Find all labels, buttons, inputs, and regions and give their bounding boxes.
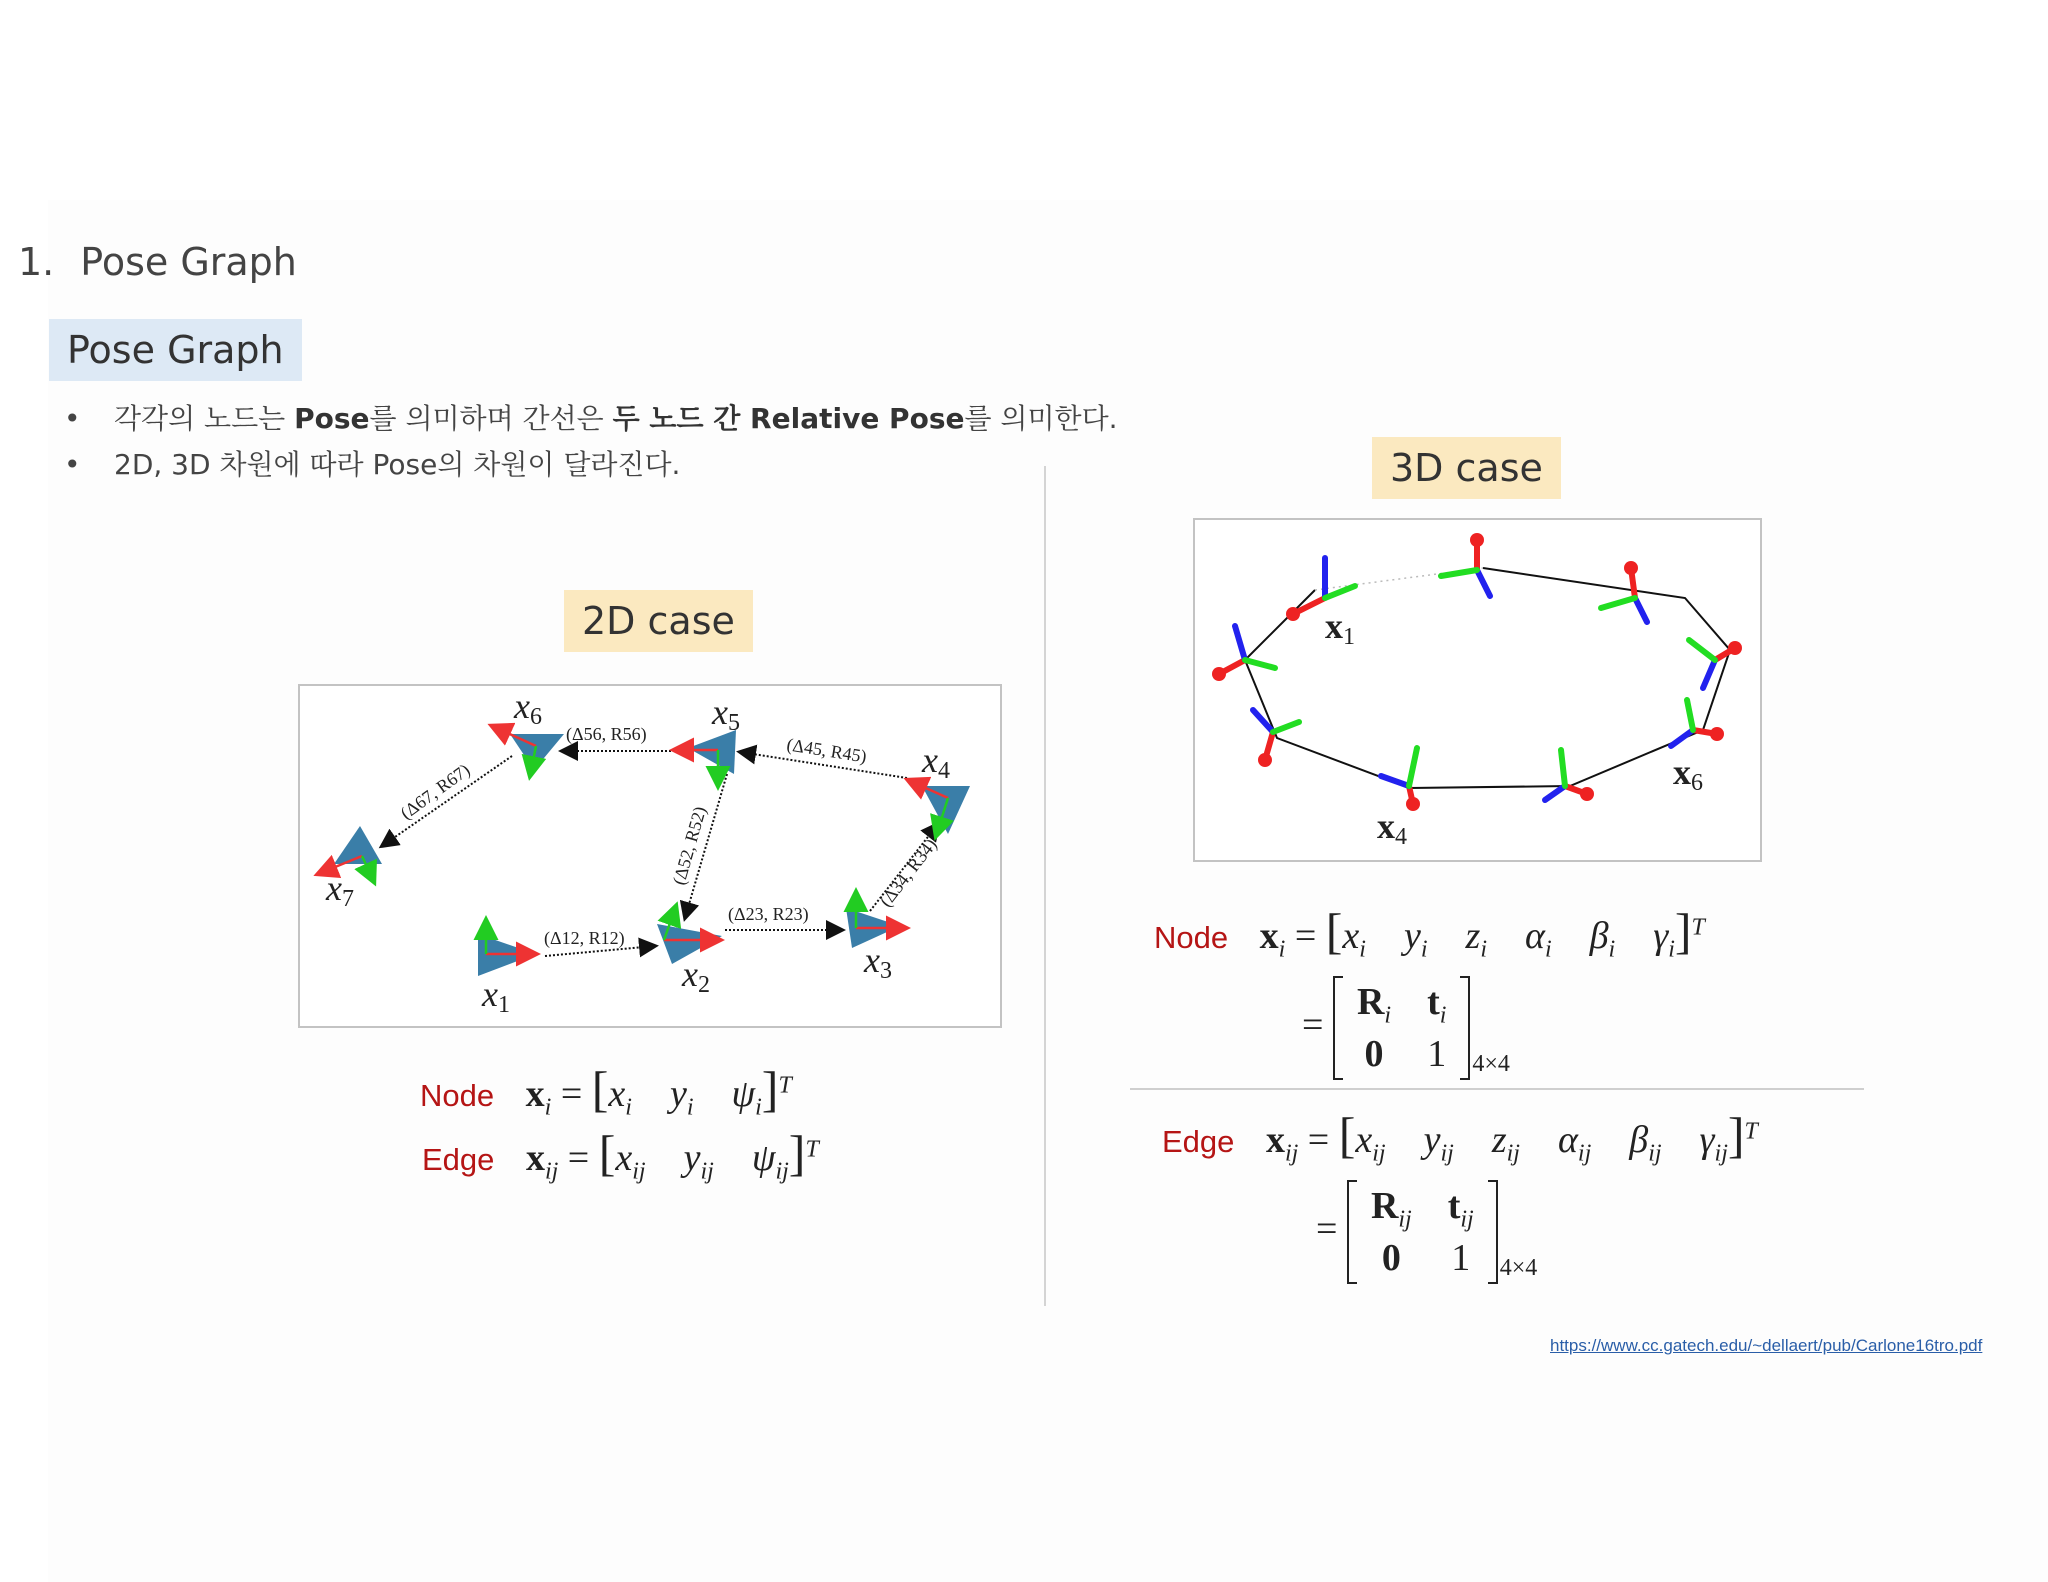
vertical-divider xyxy=(1044,466,1046,1306)
node-label-x1: x1 xyxy=(482,974,510,1018)
subtitle-box: Pose Graph xyxy=(49,319,302,381)
edge-label-23: (Δ23, R23) xyxy=(728,904,809,924)
edge-label-52: (Δ52, R52) xyxy=(668,804,711,888)
pose-graph-2d-figure xyxy=(298,684,1002,1028)
section-title: Pose Graph xyxy=(80,240,297,284)
label-x1: x1 xyxy=(1325,606,1355,650)
pose-x6 xyxy=(510,734,564,770)
edge-label-45: (Δ45, R45) xyxy=(785,734,869,767)
case-2d-tag: 2D case xyxy=(564,590,753,652)
edge-label-34: (Δ34, R34) xyxy=(875,834,941,911)
case-3d-tag: 3D case xyxy=(1372,437,1561,499)
node-matrix-3d: = $R_i$ $t_i$ 0 1 $_{4\times 4}$ xyxy=(1302,976,1510,1080)
bullet-marker: • xyxy=(64,448,81,481)
bullet-item: • 각각의 노드는 Pose를 의미하며 간선은 두 노드 간 Relative Pose를 의미한다. xyxy=(64,396,1118,442)
edge-label-12: (Δ12, R12) xyxy=(544,928,625,948)
pose-graph-3d-figure xyxy=(1193,518,1762,862)
node-matrix: $R_i$ $t_i$ 0 1 xyxy=(1333,976,1470,1080)
node-label: Node xyxy=(420,1078,495,1113)
node-equation-3d: Node $x_i = [x_i$ $y_i$ $z_i$ $\alpha_i$ $\beta_i$ $\gamma_i]^T$ xyxy=(1154,903,1705,963)
pose-graph-2d-svg xyxy=(300,686,1000,1026)
triad xyxy=(1381,748,1417,804)
section-heading xyxy=(18,240,297,284)
node-label-x7: x7 xyxy=(326,868,354,912)
edge-label-56: (Δ56, R56) xyxy=(566,724,647,744)
triad xyxy=(1601,568,1647,622)
bullet-marker: • xyxy=(64,402,81,435)
node-label-x6: x6 xyxy=(514,686,542,730)
reference-link[interactable]: https://www.cc.gatech.edu/~dellaert/pub/Carlone16tro.pdf xyxy=(1550,1336,1983,1355)
edge-matrix-3d: = $R_{ij}$ $t_{ij}$ 0 1 $_{4\times 4}$ xyxy=(1316,1180,1537,1284)
edge-equation-2d: Edge $x_{ij} = [x_{ij}$ $y_{ij}$ $\psi_{ij}]^T$ xyxy=(422,1125,819,1185)
pose-graph-3d-svg xyxy=(1195,520,1760,860)
edge-matrix: $R_{ij}$ $t_{ij}$ 0 1 xyxy=(1347,1180,1498,1284)
node-label: Node xyxy=(1154,920,1229,955)
bullet-list xyxy=(64,396,1118,488)
edge-label: Edge xyxy=(422,1142,495,1177)
label-x6: x6 xyxy=(1673,752,1703,796)
node-label-x4: x4 xyxy=(922,740,950,784)
edge-label-67: (Δ67, R67) xyxy=(396,759,474,824)
node-label-x5: x5 xyxy=(712,692,740,736)
horizontal-divider xyxy=(1130,1088,1864,1090)
edge-label: Edge xyxy=(1162,1124,1235,1159)
node-label-x3: x3 xyxy=(864,940,892,984)
node-equation-2d: Node $x_i = [x_i$ $y_i$ $\psi_i]^T$ xyxy=(420,1061,792,1121)
section-number: 1. xyxy=(18,240,55,284)
label-x4: x4 xyxy=(1377,806,1407,850)
pose-x4 xyxy=(922,786,970,834)
pose-x5 xyxy=(688,730,736,774)
edge-equation-3d: Edge $x_{ij} = [x_{ij}$ $y_{ij}$ $z_{ij}$ $\alpha_{ij}$ $\beta_{ij}$ $\gamma_{ij}]^T$ xyxy=(1162,1107,1758,1167)
node-label-x2: x2 xyxy=(682,954,710,998)
bullet-item: • 2D, 3D 차원에 따라 Pose의 차원이 달라진다. xyxy=(64,442,1118,488)
